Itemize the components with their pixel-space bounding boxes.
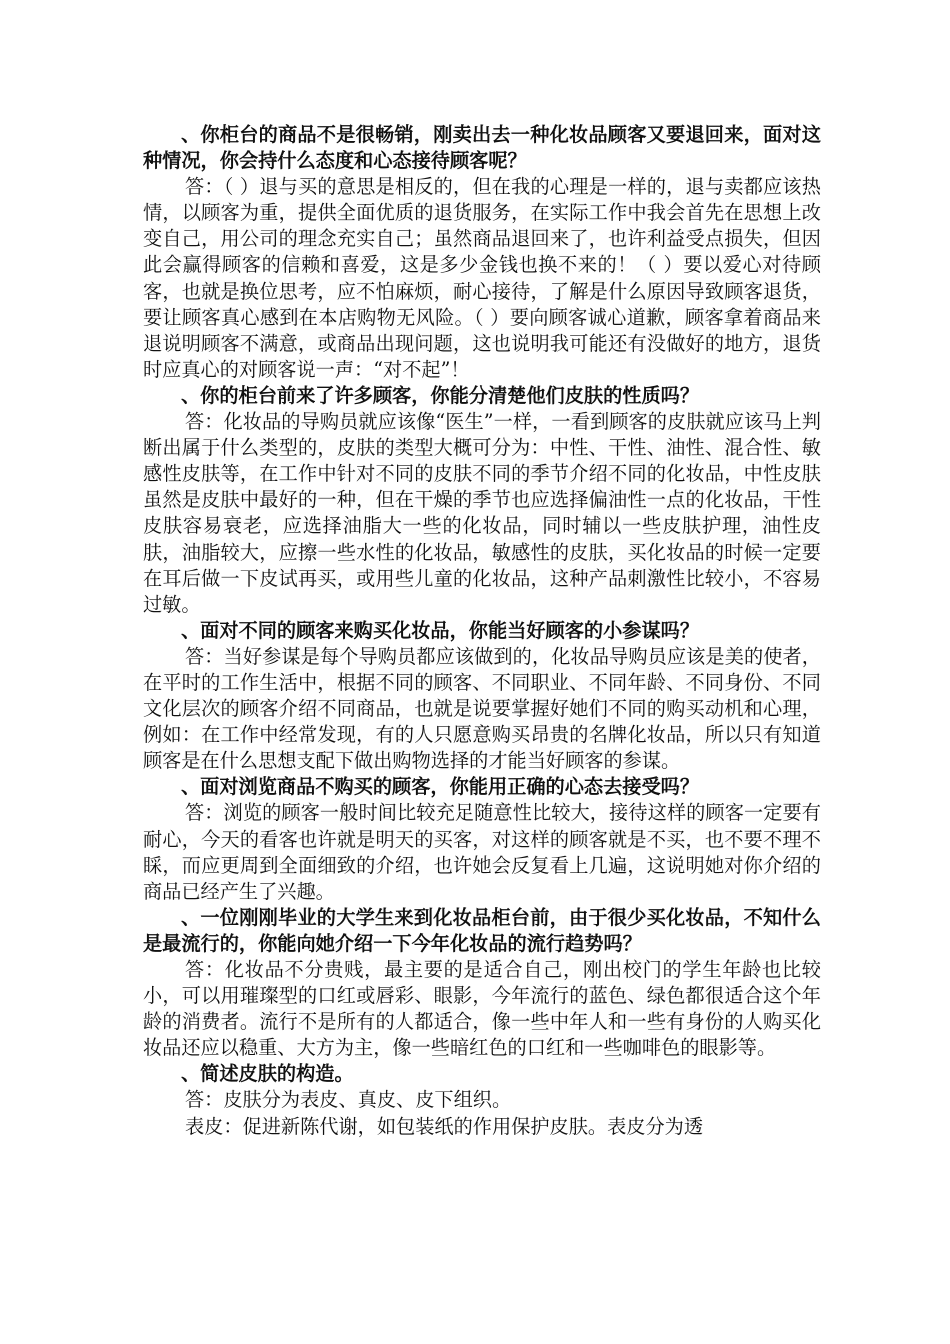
answer-2: 答：化妆品的导购员就应该像“医生”一样，一看到顾客的皮肤就应该马上判断出属于什么类型的，皮肤的类型大概可分为：中性、干性、油性、混合性、敏感性皮肤等，在工作中针对不同的皮肤不同的季节介绍不同的化妆品，中性皮肤虽然是皮肤中最好的一种，但在干燥的季节也应选择偏油性一点的化妆品，干性皮肤容易衰老，应选择油脂大一些的化妆品，同时辅以一些皮肤护理，油性皮肤，油脂较大，应擦一些水性的化妆品，敏感性的皮肤，买化妆品的时候一定要在耳后做一下皮试再买，或用些儿童的化妆品，这种产品刺激性比较小，不容易过敏。 (143, 410, 821, 616)
answer-4: 答：浏览的顾客一般时间比较充足随意性比较大，接待这样的顾客一定要有耐心，今天的看客也许就是明天的买客，对这样的顾客就是不买，也不要不理不睬，而应更周到全面细致的介绍，也许她会反复看上几遍，这说明她对你介绍的商品已经产生了兴趣。 (143, 801, 821, 903)
question-4: 、面对浏览商品不购买的顾客，你能用正确的心态去接受吗？ (181, 775, 700, 799)
answer-6-epidermis: 表皮：促进新陈代谢，如包装纸的作用保护皮肤。表皮分为透 (185, 1114, 704, 1138)
answer-5: 答：化妆品不分贵贱，最主要的是适合自己，刚出校门的学生年龄也比较小，可以用璀璨型的口红或唇彩、眼影，今年流行的蓝色、绿色都很适合这个年龄的消费者。流行不是所有的人都适合，像一些中年人和一些有身份的人购买化妆品还应以稳重、大方为主，像一些暗红色的口红和一些咖啡色的眼影等。 (143, 958, 821, 1060)
question-5: 、一位刚刚毕业的大学生来到化妆品柜台前，由于很少买化妆品，不知什么是最流行的，你能向她介绍一下今年化妆品的流行趋势吗？ (143, 905, 821, 955)
document-page (143, 122, 821, 1140)
answer-3: 答：当好参谋是每个导购员都应该做到的，化妆品导购员应该是美的使者，在平时的工作生活中，根据不同的顾客、不同职业、不同年龄、不同身份、不同文化层次的顾客介绍不同商品，也就是说要掌握好她们不同的购买动机和心理，例如：在工作中经常发现，有的人只愿意购买昂贵的名牌化妆品，所以只有知道顾客是在什么思想支配下做出购物选择的才能当好顾客的参谋。 (143, 644, 821, 773)
question-3: 、面对不同的顾客来购买化妆品，你能当好顾客的小参谋吗？ (181, 618, 700, 642)
question-1: 、你柜台的商品不是很畅销，刚卖出去一种化妆品顾客又要退回来，面对这种情况，你会持什么态度和心态接待顾客呢？ (143, 123, 821, 173)
question-6: 、简述皮肤的构造。 (181, 1062, 354, 1086)
answer-1: 答：（ ）退与买的意思是相反的，但在我的心理是一样的，退与卖都应该热情，以顾客为重，提供全面优质的退货服务，在实际工作中我会首先在思想上改变自己，用公司的理念充实自己；虽然商品退回来了，也许利益受点损失，但因此会赢得顾客的信赖和喜爱，这是多少金钱也换不来的！（ ）要以爱心对待顾客，也就是换位思考，应不怕麻烦，耐心接待，了解是什么原因导致顾客退货，要让顾客真心感到在本店购物无风险。（ ）要向顾客诚心道歉，顾客拿着商品来退说明顾客不满意，或商品出现问题，这也说明我可能还有没做好的地方，退货时应真心的对顾客说一声：“对不起”！ (143, 175, 821, 381)
answer-6: 答：皮肤分为表皮、真皮、皮下组织。 (185, 1088, 512, 1112)
question-2: 、你的柜台前来了许多顾客，你能分清楚他们皮肤的性质吗？ (181, 383, 700, 407)
